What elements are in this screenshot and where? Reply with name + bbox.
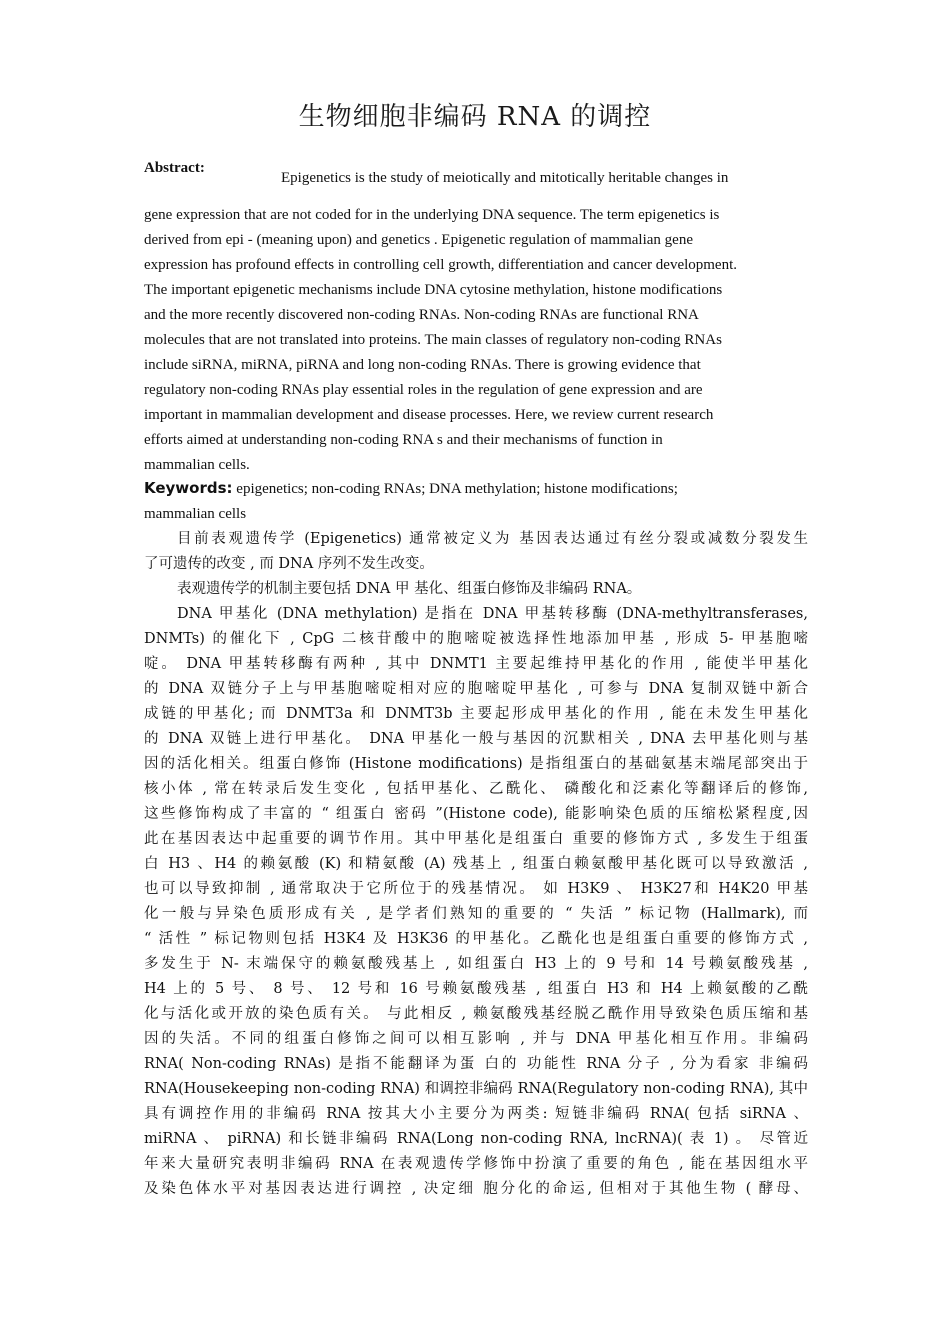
body-line: DNMTs) 的催化下 , CpG 二核苷酸中的胞嘧啶被选择性地添加甲基 , 形成 5- 甲基胞嘧 [144,631,808,647]
keywords-label: Keywords: [144,479,233,497]
body-line: 多发生于 N- 末端保守的赖氨酸残基上 , 如组蛋白 H3 上的 9 号和 14 号赖氨酸残基 , [144,956,808,972]
keywords-text: epigenetics; non-coding RNAs; DNA methylation; histone modifications; [232,481,678,497]
body-line: 的 DNA 双链上进行甲基化。 DNA 甲基化一般与基因的沉默相关 , DNA 去甲基化则与基 [144,731,808,747]
abstract-line: and the more recently discovered non-coding RNAs. Non-coding RNAs are functional RNA [144,307,699,323]
body-line: RNA(Housekeeping non-coding RNA) 和调控非编码 RNA(Regulatory non-coding RNA), 其中 [144,1081,808,1097]
body-line: 具有调控作用的非编码 RNA 按其大小主要分为两类: 短链非编码 RNA( 包括 siRNA 、 [144,1106,808,1122]
body-line: miRNA 、 piRNA) 和长链非编码 RNA(Long non-coding RNA, lncRNA)( 表 1) 。 尽管近 [144,1131,808,1147]
body-line: 成链的甲基化; 而 DNMT3a 和 DNMT3b 主要起形成甲基化的作用 , 能在未发生甲基化 [144,706,808,722]
body-line: 因的活化相关。组蛋白修饰 (Histone modifications) 是指组蛋白的基础氨基末端尾部突出于 [144,756,808,772]
document-title: 生物细胞非编码 RNA 的调控 [298,102,652,132]
abstract-line: important in mammalian development and disease processes. Here, we review current research [144,407,714,423]
abstract-first-line: Epigenetics is the study of meiotically and mitotically heritable changes in [281,170,729,186]
body-line: 了可遗传的改变 , 而 DNA 序列不发生改变。 [144,556,434,572]
body-line: 这些修饰构成了丰富的 “ 组蛋白 密码 ”(Histone code), 能影响染色质的压缩松紧程度,因 [144,806,808,822]
body-line: 因的失活。不同的组蛋白修饰之间可以相互影响 , 并与 DNA 甲基化相互作用。非编码 [144,1031,808,1047]
body-line: 目前表观遗传学 (Epigenetics) 通常被定义为 基因表达通过有丝分裂或减数分裂发生 [177,531,808,547]
body-line: H4 上的 5 号、 8 号、 12 号和 16 号赖氨酸残基 , 组蛋白 H3 和 H4 上赖氨酸的乙酰 [144,981,808,997]
abstract-line: gene expression that are not coded for in the underlying DNA sequence. The term epigenetics is [144,207,720,223]
body-line: 也可以导致抑制 , 通常取决于它所位于的残基情况。 如 H3K9 、 H3K27和 H4K20 甲基 [144,881,808,897]
chinese-body-text [144,527,808,1202]
body-line: 化一般与异染色质形成有关 , 是学者们熟知的重要的 “ 失活 ” 标记物 (Hallmark), 而 [144,906,808,922]
body-line: 及染色体水平对基因表达进行调控 , 决定细 胞分化的命运, 但相对于其他生物 ( 酵母、 [144,1181,808,1197]
body-line: “ 活性 ” 标记物则包括 H3K4 及 H3K36 的甲基化。乙酰化也是组蛋白重要的修饰方式 , [144,931,808,947]
body-line: 核小体 , 常在转录后发生变化 , 包括甲基化、乙酰化、 磷酸化和泛素化等翻译后的修饰, [144,781,808,797]
abstract-line: regulatory non-coding RNAs play essential roles in the regulation of gene expression and are [144,382,703,398]
body-line: 白 H3 、H4 的赖氨酸 (K) 和精氨酸 (A) 残基上 , 组蛋白赖氨酸甲基化既可以导致激活 , [144,856,808,872]
body-line: 年来大量研究表明非编码 RNA 在表观遗传学修饰中扮演了重要的角色 , 能在基因组水平 [144,1156,808,1172]
abstract-line: The important epigenetic mechanisms include DNA cytosine methylation, histone modifications [144,282,723,298]
body-line: RNA( Non-coding RNAs) 是指不能翻译为蛋 白的 功能性 RNA 分子 , 分为看家 非编码 [144,1056,808,1072]
abstract-line: molecules that are not translated into proteins. The main classes of regulatory non-coding RNAs [144,332,722,348]
body-line: 啶。 DNA 甲基转移酶有两种 , 其中 DNMT1 主要起维持甲基化的作用 , 能使半甲基化 [144,656,808,672]
body-line: DNA 甲基化 (DNA methylation) 是指在 DNA 甲基转移酶 (DNA-methyltransferases, [177,606,808,622]
abstract-label: Abstract: [144,160,205,176]
abstract-body [144,203,824,478]
abstract-line: efforts aimed at understanding non-coding RNA s and their mechanisms of function in [144,432,663,448]
body-line: 的 DNA 双链分子上与甲基胞嘧啶相对应的胞嘧啶甲基化 , 可参与 DNA 复制双链中新合 [144,681,808,697]
keywords-text-continued: mammalian cells [144,506,247,522]
abstract-line: mammalian cells. [144,457,250,473]
keywords-block [144,476,824,527]
body-line: 化与活化或开放的染色质有关。 与此相反 , 赖氨酸残基经脱乙酰作用导致染色质压缩和基 [144,1006,808,1022]
body-line: 此在基因表达中起重要的调节作用。其中甲基化是组蛋白 重要的修饰方式 , 多发生于组蛋 [144,831,808,847]
abstract-line: expression has profound effects in controlling cell growth, differentiation and cancer development. [144,257,738,273]
abstract-line: derived from epi - (meaning upon) and genetics . Epigenetic regulation of mammalian gene [144,232,693,248]
body-line: 表观遗传学的机制主要包括 DNA 甲 基化、组蛋白修饰及非编码 RNA。 [177,581,642,597]
abstract-line: include siRNA, miRNA, piRNA and long non-coding RNAs. There is growing evidence that [144,357,701,373]
